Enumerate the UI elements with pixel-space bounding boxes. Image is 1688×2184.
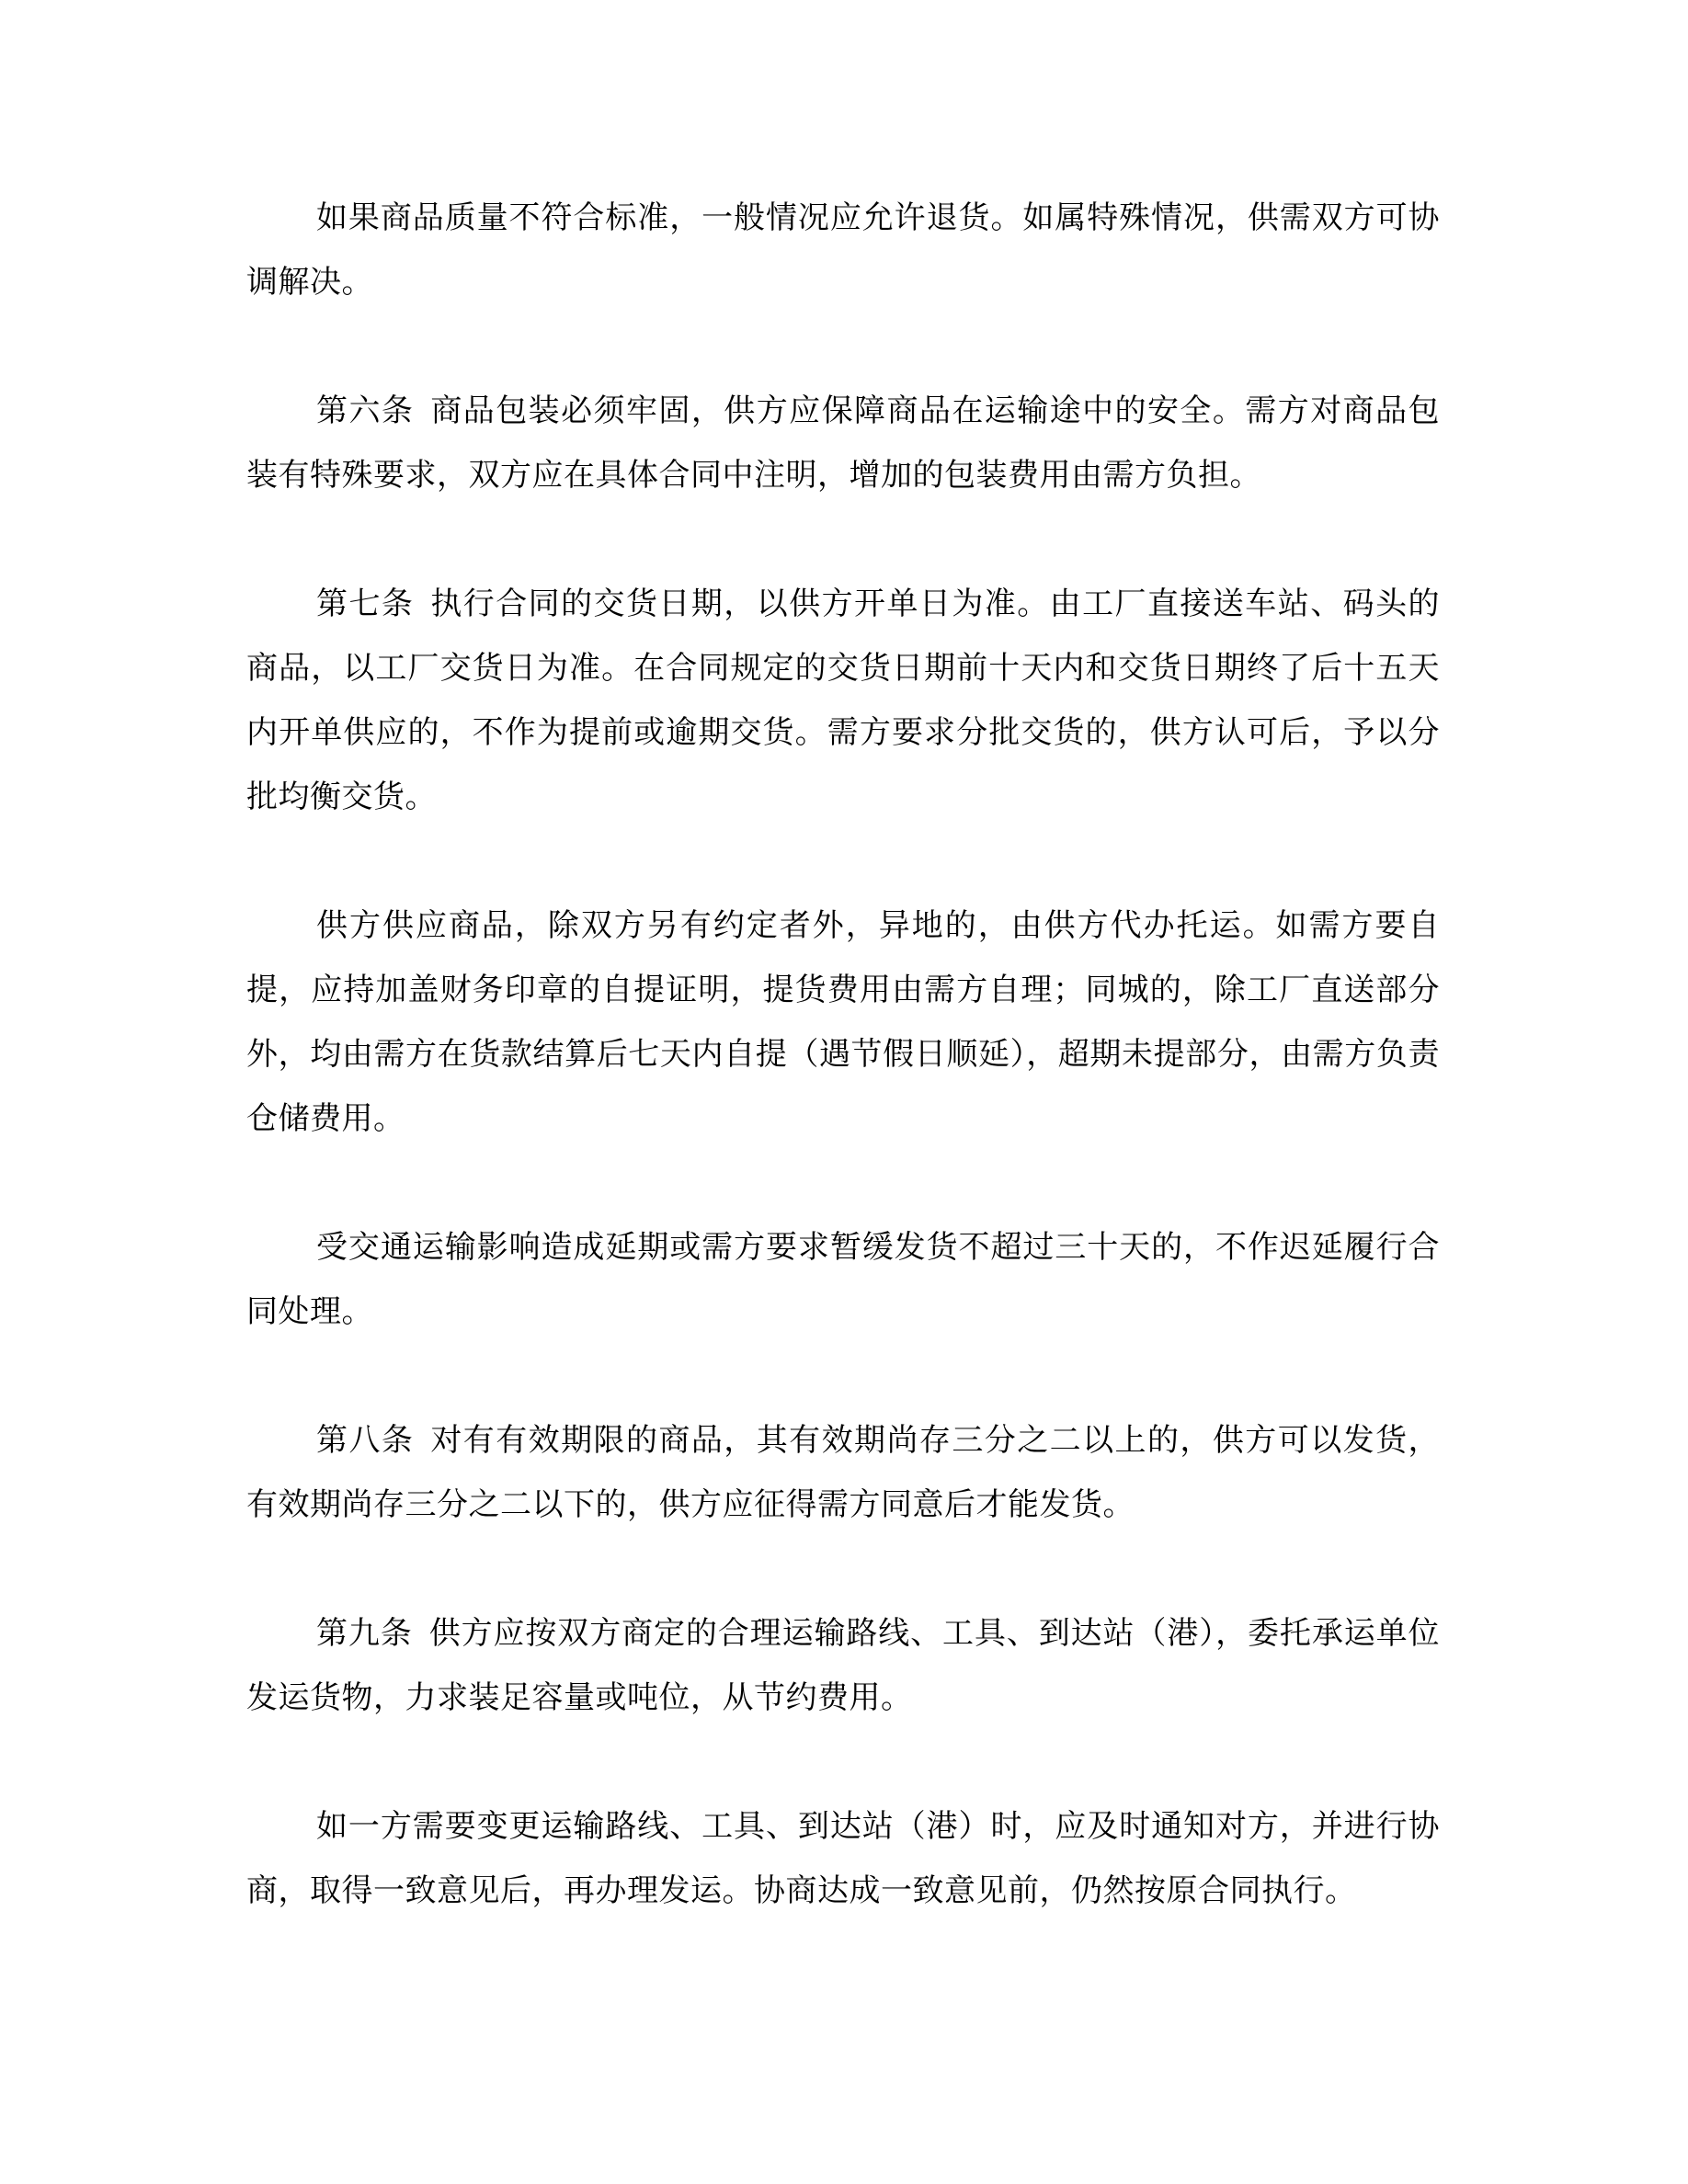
paragraph-article-9 bbox=[246, 1601, 1440, 1730]
paragraph-article-7 bbox=[246, 572, 1440, 829]
article-number: 第七条 bbox=[316, 586, 415, 622]
paragraph-text: 如果商品质量不符合标准，一般情况应允许退货。如属特殊情况，供需双方可协调解决。 bbox=[246, 199, 1440, 301]
paragraph-text: 供方应按双方商定的合理运输路线、工具、到达站（港），委托承运单位发运货物，力求装足容量或吨位，从节约费用。 bbox=[246, 1615, 1441, 1716]
paragraph-transport-delay bbox=[246, 1215, 1440, 1344]
paragraph-text: 供方供应商品，除双方另有约定者外，异地的，由供方代办托运。如需方要自提，应持加盖财务印章的自提证明，提货费用由需方自理；同城的，除工厂直送部分外，均由需方在货款结算后七天内自提（遇节假日顺延），超期未提部分，由需方负责仓储费用。 bbox=[246, 907, 1440, 1137]
article-number: 第九条 bbox=[316, 1615, 413, 1652]
paragraph-delivery-pickup bbox=[246, 893, 1440, 1151]
article-number: 第八条 bbox=[316, 1422, 415, 1459]
paragraph-route-change bbox=[246, 1794, 1440, 1923]
paragraph-text: 受交通运输影响造成延期或需方要求暂缓发货不超过三十天的，不作迟延履行合同处理。 bbox=[246, 1229, 1440, 1330]
paragraph-article-6 bbox=[246, 379, 1440, 507]
paragraph-text: 商品包装必须牢固，供方应保障商品在运输途中的安全。需方对商品包装有特殊要求，双方应在具体合同中注明，增加的包装费用由需方负担。 bbox=[246, 392, 1441, 494]
paragraph-text: 对有有效期限的商品，其有效期尚存三分之二以上的，供方可以发货，有效期尚存三分之二以下的，供方应征得需方同意后才能发货。 bbox=[246, 1422, 1441, 1523]
paragraph-article-8 bbox=[246, 1408, 1440, 1537]
paragraph-return-policy bbox=[246, 186, 1440, 314]
paragraph-text: 如一方需要变更运输路线、工具、到达站（港）时，应及时通知对方，并进行协商，取得一致意见后，再办理发运。协商达成一致意见前，仍然按原合同执行。 bbox=[246, 1808, 1440, 1909]
article-number: 第六条 bbox=[316, 392, 415, 429]
paragraph-text: 执行合同的交货日期，以供方开单日为准。由工厂直接送车站、码头的商品，以工厂交货日为准。在合同规定的交货日期前十天内和交货日期终了后十五天内开单供应的，不作为提前或逾期交货。需方要求分批交货的，供方认可后，予以分批均衡交货。 bbox=[246, 586, 1441, 815]
